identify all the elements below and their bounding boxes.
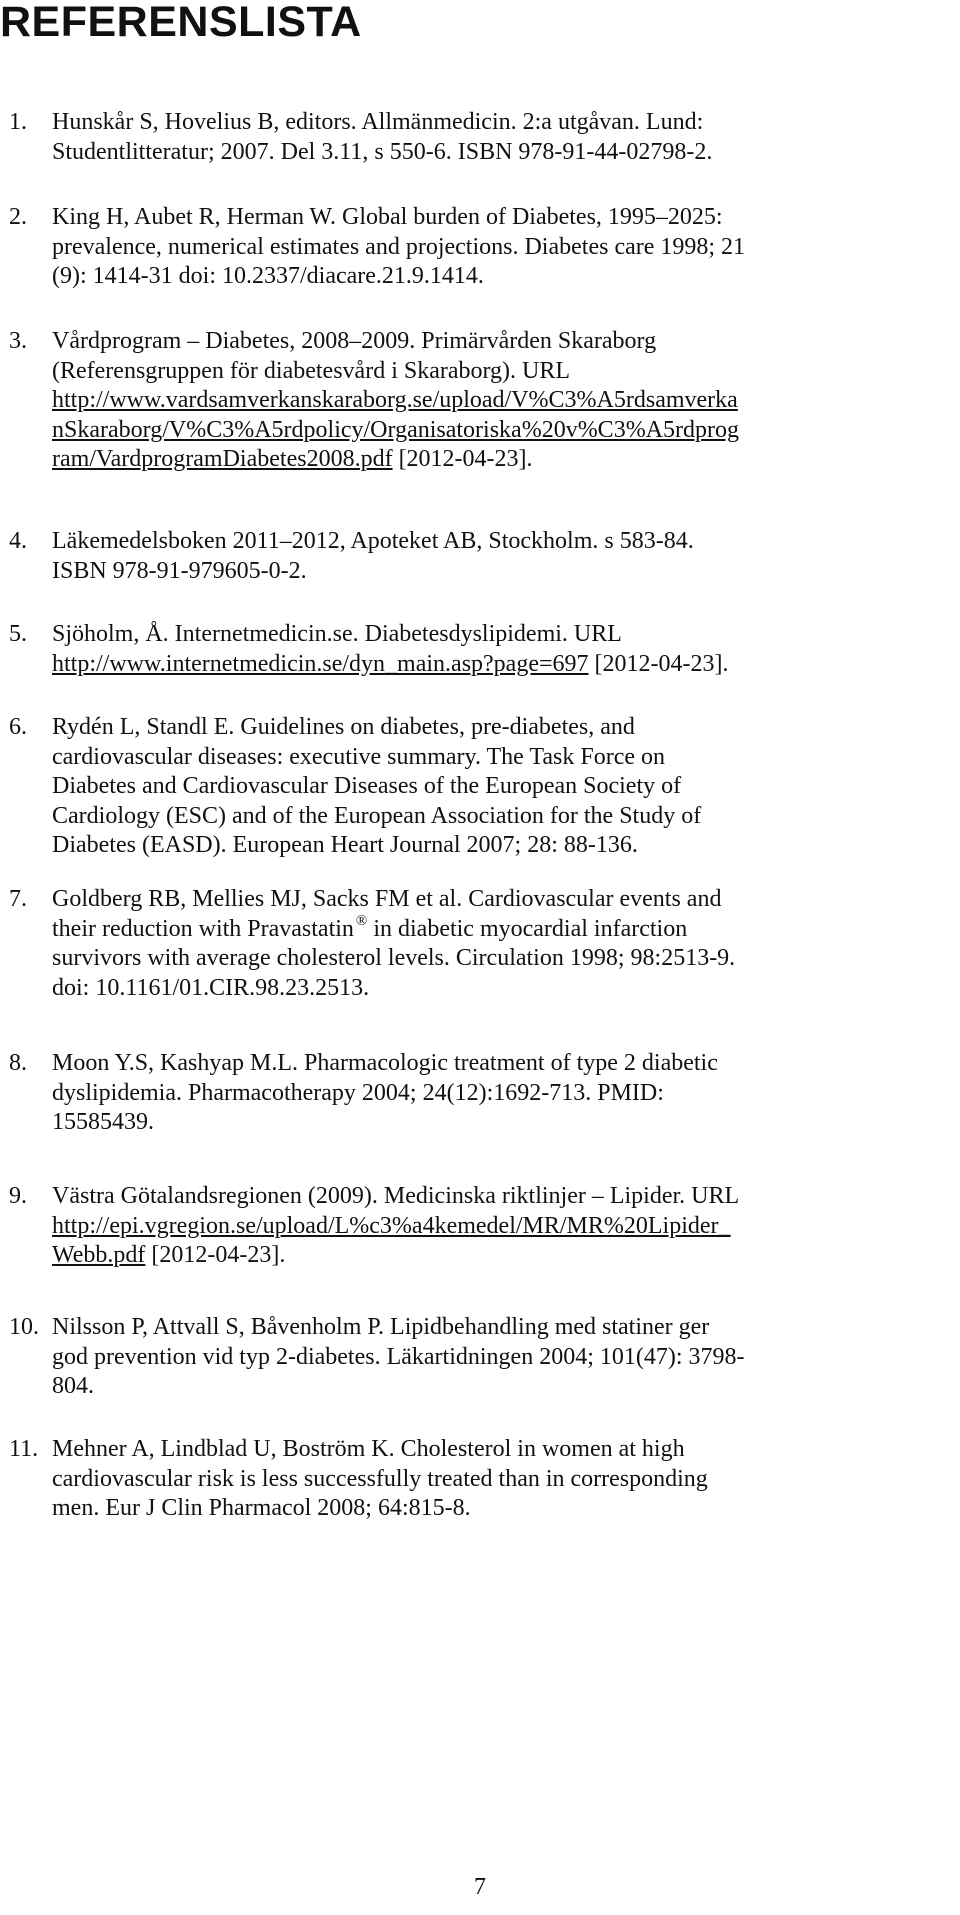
reference-text bbox=[52, 203, 952, 292]
reference-line-text: King H, Aubet R, Herman W. Global burden of Diabetes, 1995–2025: bbox=[52, 204, 723, 230]
reference-line bbox=[52, 416, 952, 446]
reference-line-text: prevalence, numerical estimates and projections. Diabetes care 1998; 21 bbox=[52, 233, 746, 260]
reference-line bbox=[52, 912, 952, 945]
reference-line-text: ISBN 978-91-979605-0-2. bbox=[52, 557, 307, 584]
reference-line bbox=[52, 650, 952, 680]
reference-url-link[interactable]: nSkaraborg/V%C3%A5rdpolicy/Organisatoriska%20v%C3%A5rdprog bbox=[52, 416, 739, 443]
reference-line-text: Diabetes and Cardiovascular Diseases of the European Society of bbox=[52, 773, 682, 799]
reference-line-text: Diabetes (EASD). European Heart Journal 2007; 28: 88-136. bbox=[52, 832, 638, 858]
reference-line bbox=[52, 1372, 952, 1402]
reference-line bbox=[52, 772, 952, 802]
reference-number: 1. bbox=[9, 109, 27, 135]
reference-line-text: men. Eur J Clin Pharmacol 2008; 64:815-8. bbox=[52, 1495, 471, 1521]
reference-text bbox=[52, 620, 952, 679]
reference-line-text: doi: 10.1161/01.CIR.98.23.2513. bbox=[52, 974, 370, 1001]
page-number: 7 bbox=[474, 1874, 486, 1900]
reference-line-text: cardiovascular risk is less successfully treated than in corresponding bbox=[52, 1465, 708, 1492]
reference-line bbox=[52, 1465, 952, 1495]
reference-line-text: survivors with average cholesterol levels. Circulation 1998; 98:2513-9. bbox=[52, 945, 736, 971]
reference-line bbox=[52, 1313, 952, 1343]
reference-line bbox=[52, 1212, 952, 1242]
reference-text bbox=[52, 1435, 952, 1524]
reference-line-text: (9): 1414-31 doi: 10.2337/diacare.21.9.1414. bbox=[52, 263, 484, 289]
reference-url-link[interactable]: Webb.pdf bbox=[52, 1242, 146, 1268]
reference-line-text: Studentlitteratur; 2007. Del 3.11, s 550-6. ISBN 978-91-44-02798-2. bbox=[52, 138, 713, 165]
reference-line-text: 804. bbox=[52, 1373, 94, 1399]
reference-number: 2. bbox=[9, 204, 27, 230]
reference-text bbox=[52, 1049, 952, 1138]
reference-line bbox=[52, 138, 952, 168]
reference-line bbox=[52, 445, 952, 475]
reference-line bbox=[52, 1494, 952, 1524]
reference-line bbox=[52, 203, 952, 233]
reference-text bbox=[52, 1313, 952, 1402]
reference-number: 7. bbox=[9, 886, 27, 912]
reference-line-text: dyslipidemia. Pharmacotherapy 2004; 24(12):1692-713. PMID: bbox=[52, 1079, 664, 1106]
reference-line-text: [2012-04-23]. bbox=[145, 1242, 286, 1268]
reference-url-link[interactable]: http://www.internetmedicin.se/dyn_main.asp?page=697 bbox=[52, 650, 589, 677]
reference-line-text: Rydén L, Standl E. Guidelines on diabetes, pre-diabetes, and bbox=[52, 714, 635, 740]
reference-line-text: Moon Y.S, Kashyap M.L. Pharmacologic treatment of type 2 diabetic bbox=[52, 1050, 718, 1076]
reference-line-text: Hunskår S, Hovelius B, editors. Allmänmedicin. 2:a utgåvan. Lund: bbox=[52, 109, 704, 135]
reference-url-link[interactable]: http://www.vardsamverkanskaraborg.se/upload/V%C3%A5rdsamverka bbox=[52, 387, 738, 413]
reference-line bbox=[52, 1435, 952, 1465]
reference-url-link[interactable]: ram/VardprogramDiabetes2008.pdf bbox=[52, 446, 393, 472]
reference-line-text: Västra Götalandsregionen (2009). Medicinska riktlinjer – Lipider. URL bbox=[52, 1183, 740, 1209]
reference-line bbox=[52, 1182, 952, 1212]
reference-number: 3. bbox=[9, 328, 27, 354]
registered-trademark-mark: ® bbox=[355, 912, 368, 929]
reference-line bbox=[52, 1108, 952, 1138]
reference-number: 5. bbox=[9, 621, 27, 647]
reference-line bbox=[52, 386, 952, 416]
reference-line-text: in diabetic myocardial infarction bbox=[367, 915, 688, 942]
reference-line bbox=[52, 802, 952, 832]
reference-line-text: [2012-04-23]. bbox=[392, 446, 533, 472]
reference-number: 8. bbox=[9, 1050, 27, 1076]
reference-line-text: Mehner A, Lindblad U, Boström K. Cholesterol in women at high bbox=[52, 1436, 685, 1462]
reference-text bbox=[52, 713, 952, 861]
reference-line bbox=[52, 1343, 952, 1373]
reference-number: 9. bbox=[9, 1183, 27, 1209]
reference-line-text: [2012-04-23]. bbox=[588, 650, 729, 677]
reference-line bbox=[52, 831, 952, 861]
reference-number: 11. bbox=[9, 1436, 39, 1462]
reference-line-text: 15585439. bbox=[52, 1109, 154, 1135]
reference-line bbox=[52, 327, 952, 357]
reference-line bbox=[52, 743, 952, 773]
reference-line bbox=[52, 1241, 952, 1271]
reference-line bbox=[52, 620, 952, 650]
reference-line bbox=[52, 233, 952, 263]
reference-line bbox=[52, 885, 952, 915]
reference-line-text: Sjöholm, Å. Internetmedicin.se. Diabetesdyslipidemi. URL bbox=[52, 621, 622, 647]
reference-text bbox=[52, 527, 952, 586]
reference-line bbox=[52, 262, 952, 292]
reference-number: 10. bbox=[9, 1314, 39, 1340]
reference-line bbox=[52, 527, 952, 557]
reference-line bbox=[52, 944, 952, 974]
reference-line bbox=[52, 974, 952, 1004]
reference-line bbox=[52, 713, 952, 743]
reference-line-text: god prevention vid typ 2-diabetes. Läkartidningen 2004; 101(47): 3798- bbox=[52, 1343, 745, 1370]
reference-line-text: Cardiology (ESC) and of the European Association for the Study of bbox=[52, 802, 702, 829]
reference-line-text: cardiovascular diseases: executive summary. The Task Force on bbox=[52, 743, 666, 770]
reference-text bbox=[52, 108, 952, 167]
page-heading: REFERENSLISTA bbox=[0, 0, 362, 46]
reference-line bbox=[52, 1079, 952, 1109]
reference-line-text: Vårdprogram – Diabetes, 2008–2009. Primärvården Skaraborg bbox=[52, 328, 657, 354]
reference-number: 6. bbox=[9, 714, 27, 740]
reference-line bbox=[52, 357, 952, 387]
reference-url-link[interactable]: http://epi.vgregion.se/upload/L%c3%a4kemedel/MR/MR%20Lipider_ bbox=[52, 1212, 731, 1239]
reference-line bbox=[52, 1049, 952, 1079]
reference-line-text: (Referensgruppen för diabetesvård i Skaraborg). URL bbox=[52, 357, 571, 384]
reference-line-text: their reduction with Pravastatin bbox=[52, 915, 354, 942]
reference-line bbox=[52, 108, 952, 138]
reference-text bbox=[52, 327, 952, 475]
reference-line-text: Nilsson P, Attvall S, Båvenholm P. Lipidbehandling med statiner ger bbox=[52, 1314, 710, 1340]
reference-text bbox=[52, 885, 952, 1003]
reference-text bbox=[52, 1182, 952, 1271]
reference-number: 4. bbox=[9, 528, 27, 554]
reference-line-text: Läkemedelsboken 2011–2012, Apoteket AB, Stockholm. s 583-84. bbox=[52, 528, 694, 554]
reference-line-text: Goldberg RB, Mellies MJ, Sacks FM et al. Cardiovascular events and bbox=[52, 886, 722, 912]
reference-line bbox=[52, 557, 952, 587]
